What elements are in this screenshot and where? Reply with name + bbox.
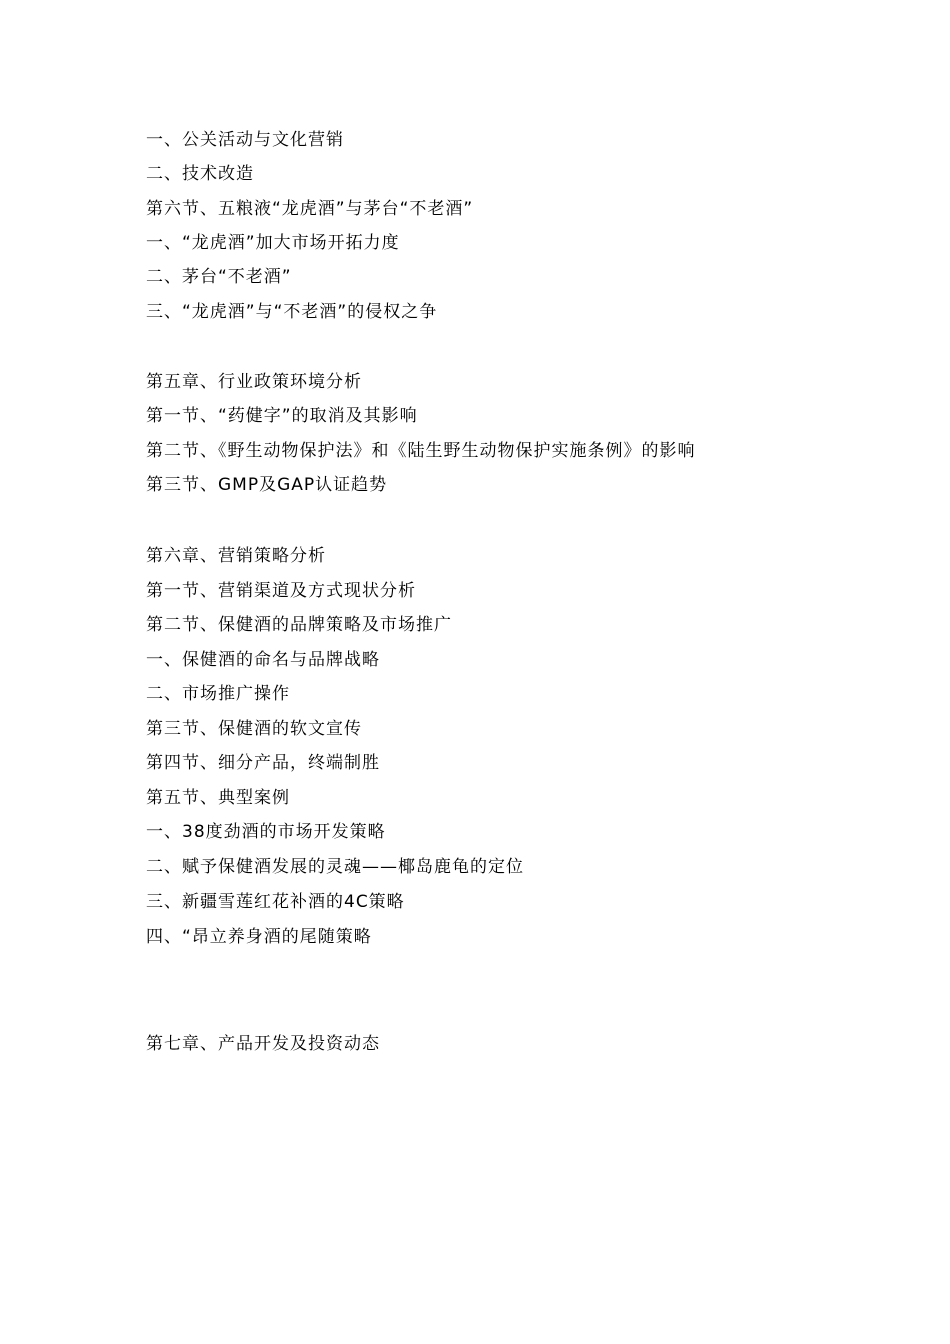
toc-line: 第一节、营销渠道及方式现状分析 <box>146 581 416 601</box>
toc-line: 四、“昂立养身酒的尾随策略 <box>146 927 372 947</box>
toc-line: 三、新疆雪莲红花补酒的4C策略 <box>146 892 405 912</box>
toc-line: 一、保健酒的命名与品牌战略 <box>146 650 380 670</box>
toc-line: 第二节、《野生动物保护法》和《陆生野生动物保护实施条例》的影响 <box>146 441 696 461</box>
toc-line: 三、“龙虎酒”与“不老酒”的侵权之争 <box>146 302 438 322</box>
chapter-heading: 第五章、行业政策环境分析 <box>146 372 362 392</box>
toc-line: 二、市场推广操作 <box>146 684 290 704</box>
chapter-heading: 第六章、营销策略分析 <box>146 546 326 566</box>
toc-line: 二、赋予保健酒发展的灵魂——椰岛鹿龟的定位 <box>146 857 524 877</box>
toc-line: 第五节、典型案例 <box>146 788 290 808</box>
toc-line: 第三节、GMP及GAP认证趋势 <box>146 475 388 495</box>
toc-line: 第四节、细分产品，终端制胜 <box>146 753 380 773</box>
toc-line: 第六节、五粮液“龙虎酒”与茅台“不老酒” <box>146 199 474 219</box>
toc-line: 二、技术改造 <box>146 164 254 184</box>
toc-line: 第一节、“药健字”的取消及其影响 <box>146 406 418 426</box>
toc-line: 一、38度劲酒的市场开发策略 <box>146 822 386 842</box>
toc-line: 二、茅台“不老酒” <box>146 267 292 287</box>
toc-line: 第二节、保健酒的品牌策略及市场推广 <box>146 615 452 635</box>
toc-line: 一、公关活动与文化营销 <box>146 130 344 150</box>
toc-line: 第三节、保健酒的软文宣传 <box>146 719 362 739</box>
chapter-heading: 第七章、产品开发及投资动态 <box>146 1034 380 1054</box>
toc-line: 一、“龙虎酒”加大市场开拓力度 <box>146 233 400 253</box>
